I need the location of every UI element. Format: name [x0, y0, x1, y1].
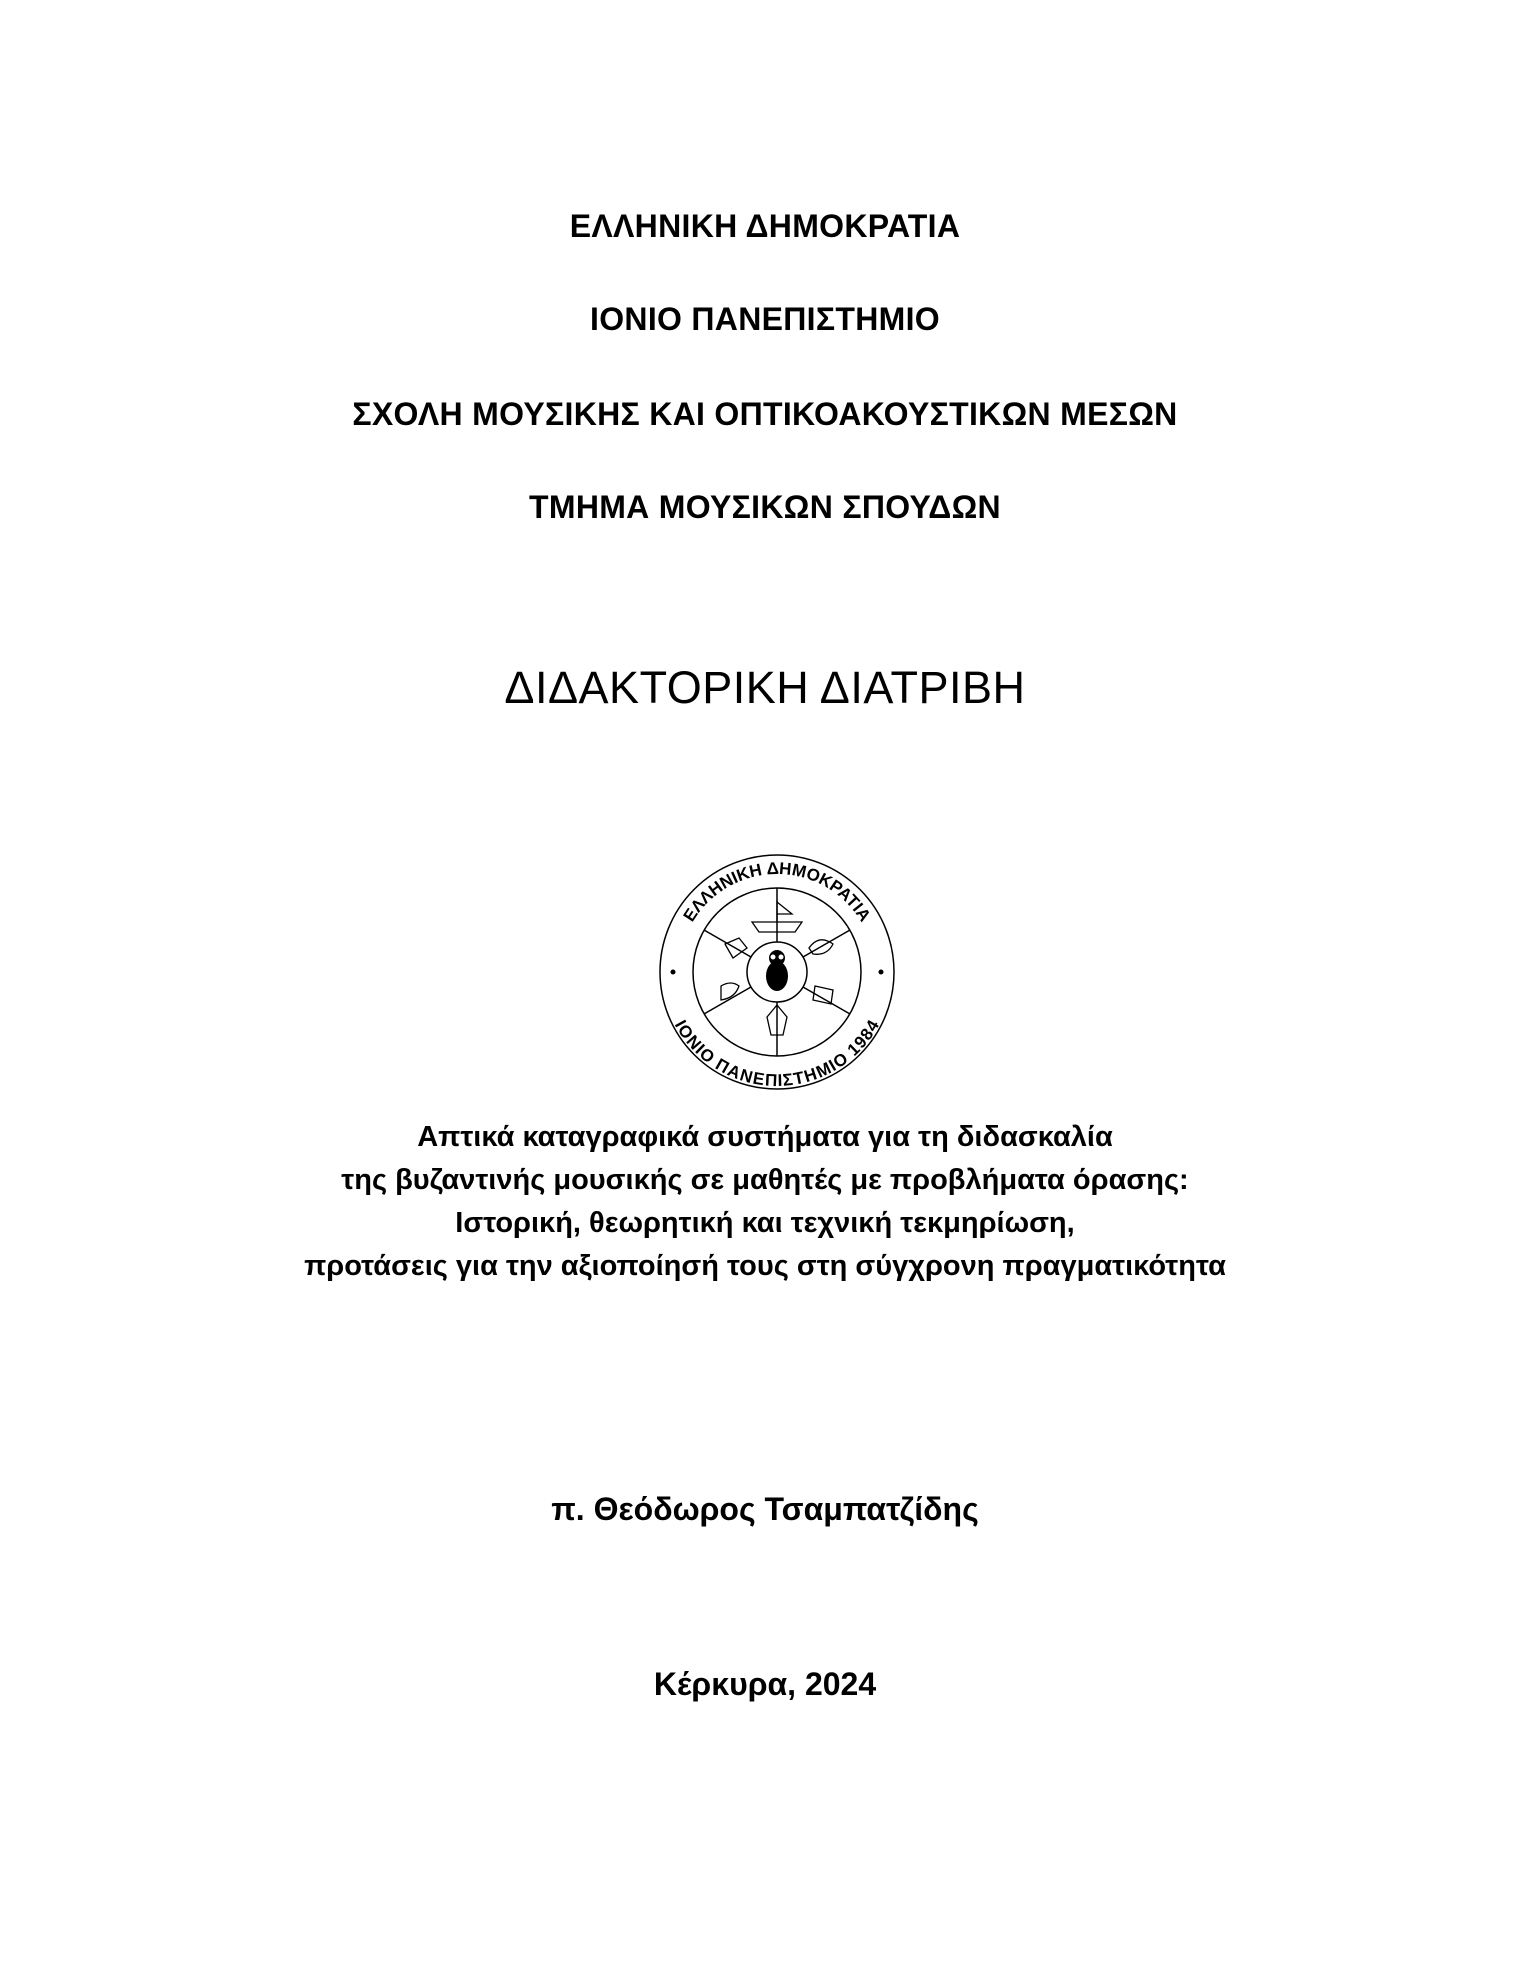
header-country: ΕΛΛΗΝΙΚΗ ΔΗΜΟΚΡΑΤΙΑ: [569, 208, 961, 244]
header-school: ΣΧΟΛΗ ΜΟΥΣΙΚΗΣ ΚΑΙ ΟΠΤΙΚΟΑΚΟΥΣΤΙΚΩΝ ΜΕΣΩΝ: [352, 396, 1178, 432]
thesis-title-line-1: Απτικά καταγραφικά συστήματα για τη διδασκαλία: [417, 1121, 1113, 1153]
seal-bottom-text: ΙΟΝΙΟ ΠΑΝΕΠΙΣΤΗΜΙΟ 1984: [670, 1016, 883, 1091]
thesis-title-line-4: προτάσεις για την αξιοποίησή τους στη σύγχρονη πραγματικότητα: [304, 1250, 1226, 1282]
header-university: ΙΟΝΙΟ ΠΑΝΕΠΙΣΤΗΜΙΟ: [590, 301, 940, 337]
thesis-title-line-3: Ιστορική, θεωρητική και τεχνική τεκμηρίωση,: [455, 1207, 1075, 1239]
thesis-title-line-2: της βυζαντινής μουσικής σε μαθητές με προβλήματα όρασης:: [341, 1164, 1189, 1196]
place-and-date: Κέρκυρα, 2024: [653, 1666, 877, 1702]
thesis-title: [0, 1116, 1530, 1288]
author-name: π. Θεόδωρος Τσαμπατζίδης: [551, 1491, 979, 1527]
document-type: ΔΙΔΑΚΤΟΡΙΚΗ ΔΙΑΤΡΙΒΗ: [504, 662, 1026, 713]
header-department: ΤΜΗΜΑ ΜΟΥΣΙΚΩΝ ΣΠΟΥΔΩΝ: [529, 489, 1001, 525]
university-seal-icon: [657, 852, 897, 1092]
seal-top-text: ΕΛΛΗΝΙΚΗ ΔΗΜΟΚΡΑΤΙΑ: [679, 858, 875, 925]
